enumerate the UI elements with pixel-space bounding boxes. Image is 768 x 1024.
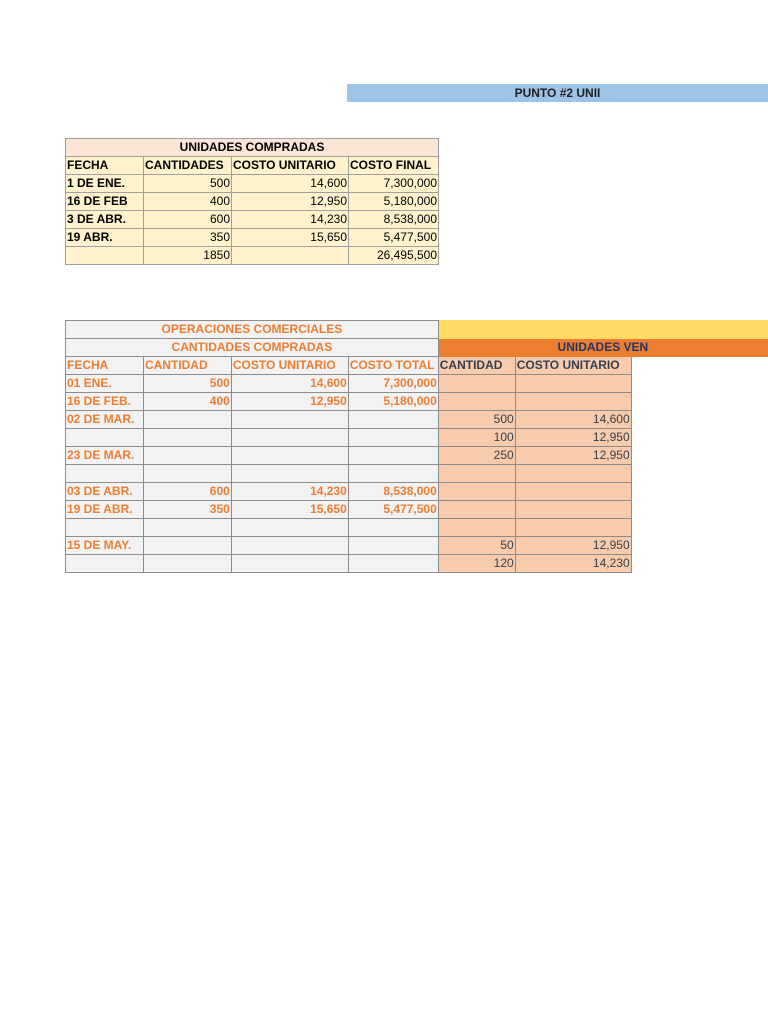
table-row [66, 211, 439, 229]
cell-vendidas-cantidad: 100 [438, 429, 515, 447]
cell-costo-unitario: 14,230 [232, 211, 349, 229]
cell-cantidad [143, 465, 231, 483]
cell-costo-total [348, 555, 438, 573]
unidades-compradas-table [65, 138, 439, 265]
cell-cantidad: 400 [143, 393, 231, 411]
blank-cell [631, 411, 767, 429]
cell-vendidas-cantidad [438, 393, 515, 411]
cell-vendidas-cantidad [438, 483, 515, 501]
cell-cantidad: 600 [143, 483, 231, 501]
cantidades-compradas-title: CANTIDADES COMPRADAS [66, 339, 439, 357]
header-vendidas-cantidad: CANTIDAD [438, 357, 515, 375]
table-row [66, 501, 768, 519]
cell-costo-final: 5,477,500 [349, 229, 439, 247]
cell-cantidad: 400 [144, 193, 232, 211]
blank-cell [631, 447, 767, 465]
cell-vendidas-cantidad [438, 375, 515, 393]
operaciones-title: OPERACIONES COMERCIALES [66, 321, 439, 339]
blank-cell [631, 555, 767, 573]
cell-cantidad: 500 [144, 175, 232, 193]
cell-vendidas-cantidad: 500 [438, 411, 515, 429]
table-row [66, 537, 768, 555]
cell-cantidad [143, 411, 231, 429]
cell-costo-total: 7,300,000 [348, 375, 438, 393]
blank-cell [631, 537, 767, 555]
cell-costo-unitario: 15,650 [231, 501, 348, 519]
cell-costo-total [348, 411, 438, 429]
header-costo-unitario: COSTO UNITARIO [232, 157, 349, 175]
cell-fecha: 19 DE ABR. [66, 501, 144, 519]
table-row [66, 411, 768, 429]
header-row [66, 157, 439, 175]
cell-costo-total [348, 429, 438, 447]
cell-vendidas-costo-unitario: 12,950 [515, 537, 631, 555]
cell-costo-total: 5,180,000 [348, 393, 438, 411]
cell-costo-unitario: 14,600 [231, 375, 348, 393]
cell-costo-unitario: 15,650 [232, 229, 349, 247]
cell-fecha [66, 465, 144, 483]
table-row [66, 393, 768, 411]
cell-costo-unitario [231, 447, 348, 465]
cell-vendidas-costo-unitario: 12,950 [515, 447, 631, 465]
header-vendidas-costo-unitario: COSTO UNITARIO [515, 357, 631, 375]
cell-costo-final: 5,180,000 [349, 193, 439, 211]
table-row [66, 483, 768, 501]
cell-fecha [66, 429, 144, 447]
cell-vendidas-cantidad [438, 465, 515, 483]
cell-fecha: 1 DE ENE. [66, 175, 144, 193]
blank-cell [631, 375, 767, 393]
cell-costo-total [348, 465, 438, 483]
operaciones-comerciales-table [65, 320, 768, 573]
yellow-header-band [438, 321, 767, 339]
table-row [66, 175, 439, 193]
table-row [66, 193, 439, 211]
blank-cell [631, 519, 767, 537]
blank-cell [631, 501, 767, 519]
header-fecha: FECHA [66, 157, 144, 175]
cell-vendidas-costo-unitario [515, 375, 631, 393]
cell-vendidas-costo-unitario [515, 465, 631, 483]
cell-vendidas-cantidad: 250 [438, 447, 515, 465]
cell-costo-unitario [231, 555, 348, 573]
punto-banner: PUNTO #2 UNII [347, 84, 768, 102]
table-row [66, 555, 768, 573]
cell-costo-total [348, 447, 438, 465]
cell-fecha: 16 DE FEB. [66, 393, 144, 411]
cell-costo-total: 5,477,500 [348, 501, 438, 519]
cell-costo-total [348, 537, 438, 555]
cell-costo-unitario [231, 429, 348, 447]
blank-cell [631, 357, 767, 375]
cell-vendidas-costo-unitario: 12,950 [515, 429, 631, 447]
cell-empty [232, 247, 349, 265]
table-row [66, 375, 768, 393]
cell-fecha: 19 ABR. [66, 229, 144, 247]
header-costo-unitario: COSTO UNITARIO [231, 357, 348, 375]
cell-vendidas-costo-unitario [515, 483, 631, 501]
cell-vendidas-cantidad [438, 501, 515, 519]
cell-cantidad [143, 537, 231, 555]
cell-vendidas-cantidad: 50 [438, 537, 515, 555]
table-row [66, 465, 768, 483]
blank-cell [631, 465, 767, 483]
cell-fecha: 01 ENE. [66, 375, 144, 393]
cell-vendidas-costo-unitario [515, 519, 631, 537]
header-cantidad: CANTIDAD [143, 357, 231, 375]
cell-empty [66, 247, 144, 265]
total-cantidad: 1850 [144, 247, 232, 265]
cell-cantidad [143, 555, 231, 573]
cell-fecha: 03 DE ABR. [66, 483, 144, 501]
cell-costo-total [348, 519, 438, 537]
table-row [66, 519, 768, 537]
total-costo: 26,495,500 [349, 247, 439, 265]
header-row [66, 357, 768, 375]
cell-cantidad: 600 [144, 211, 232, 229]
cell-costo-total: 8,538,000 [348, 483, 438, 501]
blank-cell [631, 393, 767, 411]
blank-cell [631, 483, 767, 501]
header-costo-total: COSTO TOTAL [348, 357, 438, 375]
cell-cantidad: 350 [144, 229, 232, 247]
cell-vendidas-cantidad: 120 [438, 555, 515, 573]
cell-costo-final: 8,538,000 [349, 211, 439, 229]
table-title: UNIDADES COMPRADAS [66, 139, 439, 157]
cell-costo-unitario: 12,950 [231, 393, 348, 411]
cell-vendidas-cantidad [438, 519, 515, 537]
header-costo-final: COSTO FINAL [349, 157, 439, 175]
cell-fecha [66, 555, 144, 573]
cell-cantidad [143, 519, 231, 537]
cell-costo-unitario [231, 519, 348, 537]
cell-fecha: 3 DE ABR. [66, 211, 144, 229]
cell-fecha: 02 DE MAR. [66, 411, 144, 429]
cell-vendidas-costo-unitario: 14,600 [515, 411, 631, 429]
cell-vendidas-costo-unitario [515, 501, 631, 519]
blank-cell [631, 429, 767, 447]
cell-costo-unitario [231, 537, 348, 555]
cell-cantidad [143, 429, 231, 447]
header-cantidades: CANTIDADES [144, 157, 232, 175]
cell-cantidad: 500 [143, 375, 231, 393]
cell-vendidas-costo-unitario [515, 393, 631, 411]
cell-cantidad [143, 447, 231, 465]
cell-costo-final: 7,300,000 [349, 175, 439, 193]
cell-fecha: 16 DE FEB [66, 193, 144, 211]
totals-row [66, 247, 439, 265]
cell-costo-unitario: 14,230 [231, 483, 348, 501]
cell-costo-unitario [231, 411, 348, 429]
cell-costo-unitario: 12,950 [232, 193, 349, 211]
unidades-vendidas-title: UNIDADES VEN [438, 339, 767, 357]
table-row [66, 429, 768, 447]
cell-fecha: 23 DE MAR. [66, 447, 144, 465]
table-row [66, 447, 768, 465]
cell-vendidas-costo-unitario: 14,230 [515, 555, 631, 573]
cell-cantidad: 350 [143, 501, 231, 519]
cell-costo-unitario [231, 465, 348, 483]
cell-fecha [66, 519, 144, 537]
table-row [66, 229, 439, 247]
cell-costo-unitario: 14,600 [232, 175, 349, 193]
cell-fecha: 15 DE MAY. [66, 537, 144, 555]
header-fecha: FECHA [66, 357, 144, 375]
